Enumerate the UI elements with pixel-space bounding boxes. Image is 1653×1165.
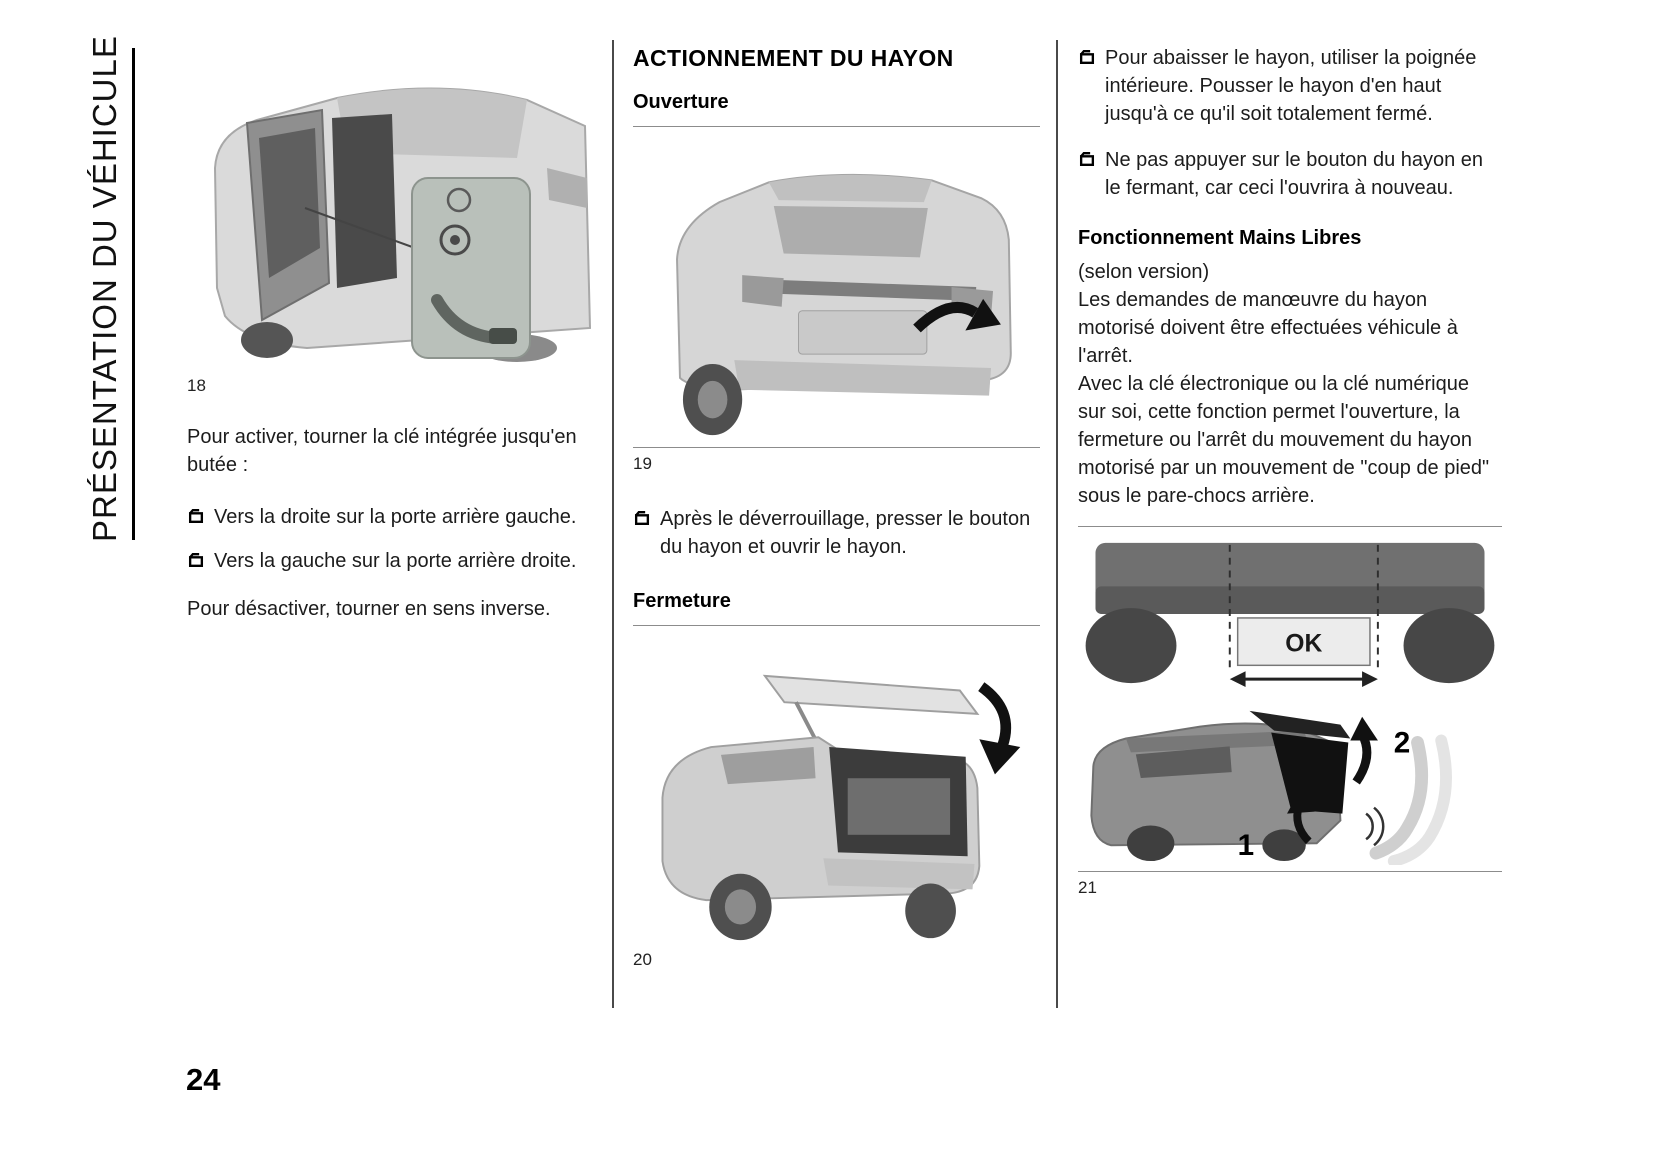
rule: [633, 625, 1040, 626]
list-item-text: Après le déverrouillage, presser le bouton du hayon et ouvrir le hayon.: [660, 508, 1031, 558]
figure-20-tailgate-closing-illustration: [633, 632, 1040, 944]
activate-paragraph: Pour activer, tourner la clé intégrée jusqu'en butée :: [187, 426, 577, 476]
checkbox-bullet-icon: [187, 507, 205, 525]
column-3: [1078, 44, 1502, 899]
ok-zone-label: OK: [1285, 630, 1323, 658]
column-2: [633, 44, 1040, 971]
sidebar-rule: [132, 48, 135, 540]
rule: [1078, 526, 1502, 527]
list-item: [1078, 146, 1502, 202]
figure-18-door-lock-illustration: [187, 48, 600, 370]
list-item: [187, 547, 600, 575]
list-item: [1078, 44, 1502, 128]
list-item: [633, 505, 1040, 561]
figure-19-caption: 19: [633, 454, 652, 473]
list-item-text: Ne pas appuyer sur le bouton du hayon en le fermant, car ceci l'ouvrira à nouveau.: [1105, 149, 1484, 199]
rule: [1078, 871, 1502, 872]
step-2-label: 2: [1393, 726, 1411, 760]
checkbox-bullet-icon: [1078, 48, 1096, 66]
list-item-text: Vers la gauche sur la porte arrière droite.: [214, 550, 577, 572]
figure-20-caption: 20: [633, 950, 652, 969]
list-item-text: Vers la droite sur la porte arrière gauche.: [214, 506, 577, 528]
section-heading: ACTIONNEMENT DU HAYON: [633, 45, 954, 71]
handsfree-paragraph-2: Avec la clé électronique ou la clé numérique sur soi, cette fonction permet l'ouverture, la fermeture ou l'arrêt du mouvement du hayon motorisé par un mouvement de "coup de pied" sous le pare-chocs arrière.: [1078, 373, 1490, 507]
version-note: (selon version): [1078, 261, 1210, 283]
handsfree-paragraph-1: Les demandes de manœuvre du hayon motorisé doivent être effectuées véhicule à l'arrêt.: [1078, 289, 1458, 367]
figure-21-kick-motion-illustration: [1078, 697, 1502, 865]
page-number: 24: [186, 1062, 221, 1097]
checkbox-bullet-icon: [633, 509, 651, 527]
subheading-handsfree: Fonctionnement Mains Libres: [1078, 227, 1362, 249]
figure-18-caption: 18: [187, 376, 206, 395]
subheading-opening: Ouverture: [633, 91, 729, 113]
column-divider-2: [1056, 40, 1058, 1008]
figure-21-caption: 21: [1078, 878, 1097, 897]
deactivate-paragraph: Pour désactiver, tourner en sens inverse.: [187, 598, 551, 620]
figure-21-bumper-kick-zone-illustration: [1078, 535, 1502, 691]
list-item: [187, 503, 600, 531]
step-1-label: 1: [1237, 829, 1255, 863]
column-1: [187, 48, 600, 623]
list-item-text: Pour abaisser le hayon, utiliser la poignée intérieure. Pousser le hayon d'en haut jusqu'à ce qu'il soit totalement fermé.: [1105, 47, 1477, 125]
chapter-sidebar-title: PRÉSENTATION DU VÉHICULE: [86, 35, 123, 542]
checkbox-bullet-icon: [187, 551, 205, 569]
subheading-closing: Fermeture: [633, 590, 731, 612]
rule: [633, 447, 1040, 448]
figure-19-tailgate-open-illustration: [633, 131, 1040, 447]
checkbox-bullet-icon: [1078, 150, 1096, 168]
column-divider-1: [612, 40, 614, 1008]
rule: [633, 126, 1040, 127]
